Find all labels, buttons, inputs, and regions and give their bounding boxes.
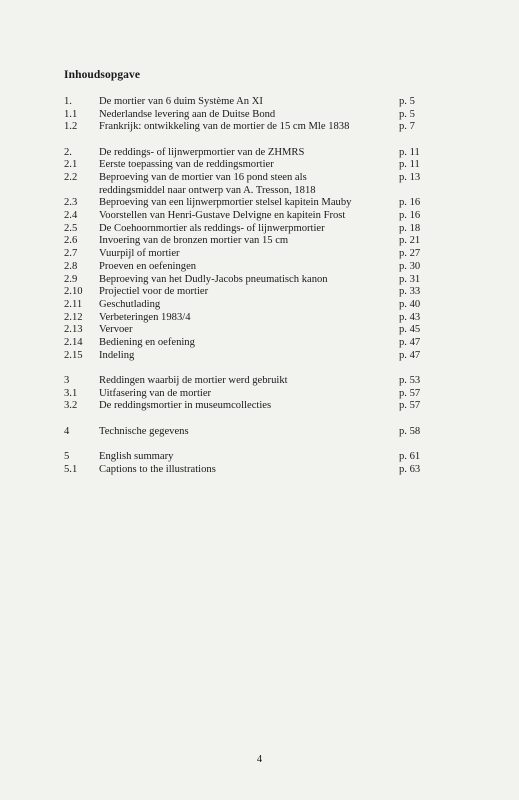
toc-entry-title: Frankrijk: ontwikkeling van de mortier de 15 cm Mle 1838 bbox=[99, 121, 350, 133]
toc-entry-title: Beproeving van het Dudly-Jacobs pneumatisch kanon bbox=[99, 273, 328, 285]
toc-entry-number: 2.9 bbox=[64, 273, 78, 285]
toc-entry bbox=[64, 337, 444, 350]
toc-entry bbox=[64, 210, 444, 223]
toc-entry-title: Voorstellen van Henri-Gustave Delvigne en kapitein Frost bbox=[99, 210, 346, 222]
toc-entry bbox=[64, 172, 444, 185]
toc-entry-page: p. 16 bbox=[399, 210, 421, 222]
toc-entry bbox=[64, 261, 444, 274]
toc-entry bbox=[64, 109, 444, 122]
toc-entry bbox=[64, 451, 444, 464]
toc-entry bbox=[64, 223, 444, 236]
toc-entry-number: 3.2 bbox=[64, 400, 78, 412]
toc-entry-title: Beproeving van de mortier van 16 pond steen als bbox=[99, 172, 307, 184]
toc-entry-number: 5.1 bbox=[64, 463, 78, 475]
toc-entry-page: p. 63 bbox=[399, 463, 421, 475]
toc-entry-title: Bediening en oefening bbox=[99, 336, 195, 348]
toc-entry-page: p. 40 bbox=[399, 298, 421, 310]
toc-entry-title: Technische gegevens bbox=[99, 425, 189, 437]
table-of-contents bbox=[64, 96, 444, 476]
toc-entry-title: De Coehoornmortier als reddings- of lijnwerpmortier bbox=[99, 222, 325, 234]
toc-entry-number: 2.10 bbox=[64, 286, 83, 298]
toc-heading: Inhoudsopgave bbox=[64, 69, 141, 81]
toc-entry-page: p. 5 bbox=[399, 108, 415, 120]
toc-entry-title: Captions to the illustrations bbox=[99, 463, 216, 475]
toc-entry-page: p. 61 bbox=[399, 450, 421, 462]
toc-entry bbox=[64, 388, 444, 401]
page-number: 4 bbox=[256, 754, 263, 765]
toc-entry-title: Geschutlading bbox=[99, 298, 161, 310]
toc-entry-title: De reddingsmortier in museumcollecties bbox=[99, 400, 272, 412]
toc-entry-number: 2.1 bbox=[64, 159, 78, 171]
toc-entry-number: 3 bbox=[64, 374, 70, 386]
toc-entry-number: 2.6 bbox=[64, 235, 78, 247]
toc-group-gap bbox=[64, 362, 444, 375]
toc-entry-title: reddingsmiddel naar ontwerp van A. Tresson, 1818 bbox=[99, 184, 316, 196]
toc-entry bbox=[64, 312, 444, 325]
toc-entry-number: 1. bbox=[64, 96, 72, 107]
toc-entry-number: 2.12 bbox=[64, 311, 83, 323]
toc-entry-number: 2.13 bbox=[64, 324, 83, 336]
toc-entry-title: Indeling bbox=[99, 349, 135, 361]
toc-entry-number: 2.2 bbox=[64, 172, 78, 184]
toc-entry-page: p. 45 bbox=[399, 324, 421, 336]
toc-entry-page: p. 7 bbox=[399, 121, 415, 133]
toc-entry-page: p. 33 bbox=[399, 286, 421, 298]
toc-entry-title: Proeven en oefeningen bbox=[99, 260, 197, 272]
toc-entry-page: p. 30 bbox=[399, 260, 421, 272]
toc-entry-number: 2.8 bbox=[64, 260, 78, 272]
toc-entry-number: 2.7 bbox=[64, 248, 78, 260]
toc-entry-number: 2.11 bbox=[64, 298, 83, 310]
toc-entry-number: 2.14 bbox=[64, 336, 83, 348]
toc-entry bbox=[64, 248, 444, 261]
toc-entry bbox=[64, 400, 444, 413]
toc-entry bbox=[64, 96, 444, 109]
toc-entry-page: p. 11 bbox=[399, 159, 420, 171]
toc-entry bbox=[64, 324, 444, 337]
toc-entry-page: p. 53 bbox=[399, 374, 421, 386]
toc-entry-number: 1.2 bbox=[64, 121, 78, 133]
toc-entry bbox=[64, 197, 444, 210]
toc-entry-page: p. 13 bbox=[399, 172, 421, 184]
toc-entry-page: p. 31 bbox=[399, 273, 421, 285]
toc-entry-title: Eerste toepassing van de reddingsmortier bbox=[99, 159, 274, 171]
toc-entry-number: 2.3 bbox=[64, 197, 78, 209]
toc-entry-page: p. 5 bbox=[399, 96, 415, 107]
toc-entry-page: p. 21 bbox=[399, 235, 421, 247]
toc-entry-title: Vervoer bbox=[99, 324, 133, 336]
toc-entry-title: Invoering van de bronzen mortier van 15 cm bbox=[99, 235, 289, 247]
toc-entry-page: p. 57 bbox=[399, 387, 421, 399]
toc-entry-title: Vuurpijl of mortier bbox=[99, 248, 180, 260]
toc-entry-title: Uitfasering van de mortier bbox=[99, 387, 212, 399]
toc-entry bbox=[64, 464, 444, 477]
toc-entry bbox=[64, 159, 444, 172]
toc-entry-title: Verbeteringen 1983/4 bbox=[99, 311, 191, 323]
toc-entry-title: De reddings- of lijnwerpmortier van de ZHMRS bbox=[99, 146, 305, 158]
toc-entry bbox=[64, 274, 444, 287]
toc-entry-number: 2.5 bbox=[64, 222, 78, 234]
toc-entry-title: Reddingen waarbij de mortier werd gebruikt bbox=[99, 374, 288, 386]
toc-entry bbox=[64, 350, 444, 363]
toc-entry-number: 3.1 bbox=[64, 387, 78, 399]
toc-entry-page: p. 11 bbox=[399, 146, 420, 158]
toc-entry bbox=[64, 286, 444, 299]
toc-group-gap bbox=[64, 134, 444, 147]
toc-entry-page: p. 43 bbox=[399, 311, 421, 323]
toc-entry-title: Nederlandse levering aan de Duitse Bond bbox=[99, 108, 276, 120]
toc-entry-page: p. 47 bbox=[399, 336, 421, 348]
toc-entry-title: Projectiel voor de mortier bbox=[99, 286, 209, 298]
toc-entry-number: 4 bbox=[64, 425, 70, 437]
toc-entry-number: 5 bbox=[64, 450, 70, 462]
toc-entry bbox=[64, 147, 444, 160]
toc-entry-number: 1.1 bbox=[64, 108, 78, 120]
toc-entry bbox=[64, 121, 444, 134]
toc-entry-title: Beproeving van een lijnwerpmortier stelsel kapitein Mauby bbox=[99, 197, 352, 209]
toc-entry-page: p. 18 bbox=[399, 222, 421, 234]
toc-entry-page: p. 27 bbox=[399, 248, 421, 260]
toc-entry-page: p. 16 bbox=[399, 197, 421, 209]
toc-entry-page: p. 57 bbox=[399, 400, 421, 412]
toc-entry-page: p. 58 bbox=[399, 425, 421, 437]
toc-entry bbox=[64, 375, 444, 388]
toc-entry bbox=[64, 235, 444, 248]
toc-entry bbox=[64, 185, 444, 198]
toc-group-gap bbox=[64, 413, 444, 426]
toc-entry bbox=[64, 426, 444, 439]
toc-entry-number: 2.15 bbox=[64, 349, 83, 361]
toc-entry bbox=[64, 299, 444, 312]
toc-group-gap bbox=[64, 438, 444, 451]
toc-entry-title: English summary bbox=[99, 450, 174, 462]
toc-entry-title: De mortier van 6 duim Système An XI bbox=[99, 96, 263, 107]
toc-entry-number: 2. bbox=[64, 146, 72, 158]
toc-entry-number: 2.4 bbox=[64, 210, 78, 222]
toc-entry-page: p. 47 bbox=[399, 349, 421, 361]
